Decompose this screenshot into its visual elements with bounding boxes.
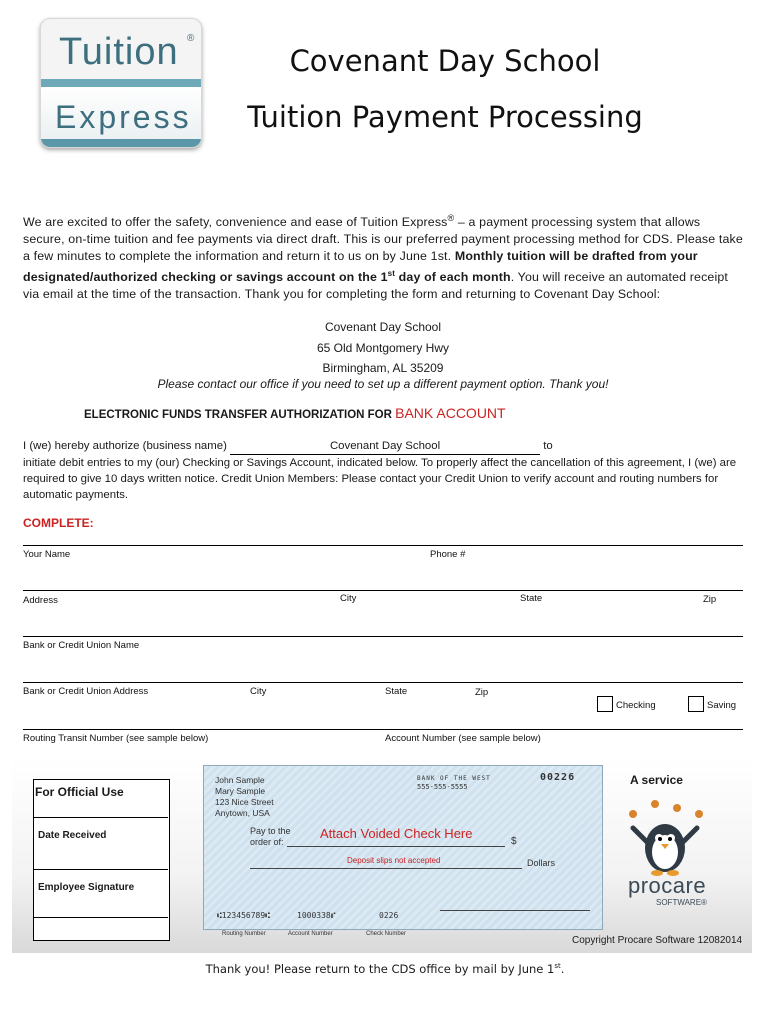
micr-check: 0226 — [379, 911, 399, 920]
intro-paragraph — [23, 210, 743, 303]
a-service-label: A service — [630, 773, 683, 787]
address-field-line[interactable] — [23, 590, 743, 591]
address-line-2: 65 Old Montgomery Hwy — [316, 341, 450, 355]
account-label: Account Number (see sample below) — [385, 733, 541, 744]
official-use-title: For Official Use — [35, 785, 124, 799]
check-city: Anytown, USA — [215, 808, 270, 818]
eft-heading-bank-account: BANK ACCOUNT — [395, 405, 506, 421]
logo-registered-mark: ® — [187, 33, 195, 44]
bank-address-label: Bank or Credit Union Address — [23, 686, 149, 697]
saving-label: Saving — [707, 700, 737, 711]
check-dollar-sign: $ — [511, 836, 517, 847]
eft-heading — [84, 405, 506, 421]
form-line-top — [23, 545, 743, 546]
routing-label: Routing Transit Number (see sample below) — [23, 733, 209, 744]
check-number-caption: Check Number — [366, 931, 407, 937]
bank-address-field-line[interactable] — [23, 682, 743, 683]
check-name-2: Mary Sample — [215, 786, 266, 796]
check-number: 00226 — [540, 772, 576, 783]
school-title: Covenant Day School — [289, 44, 601, 78]
check-name-1: John Sample — [215, 775, 265, 785]
check-pay-to: Pay to the — [250, 826, 291, 836]
auth-to: to — [540, 440, 553, 452]
footer-text — [0, 962, 770, 976]
address-line-1: Covenant Day School — [324, 320, 442, 334]
bank-zip-label: Zip — [475, 687, 489, 698]
address-label: Address — [23, 595, 58, 606]
footer-sup: st — [554, 962, 561, 971]
copyright-text: Copyright Procare Software 12082014 — [572, 935, 743, 946]
page-title: Tuition Payment Processing — [247, 100, 643, 134]
micr-routing: ⑆123456789⑆ — [217, 911, 270, 920]
intro-bold-2: day of each month — [395, 270, 511, 285]
procare-software: SOFTWARE® — [656, 898, 707, 907]
intro-text-1: We are excited to offer the safety, convenience and ease of Tuition Express — [23, 215, 448, 230]
employee-signature-label: Employee Signature — [38, 882, 135, 893]
state-label: State — [520, 593, 543, 604]
business-name-value: Covenant Day School — [329, 440, 441, 452]
intro-text-2: – a payment processing system that allows secure, on-time tuition and fee payments via direct draft. This is our preferred payment processing method for CDS. Please take a few minutes to complete the information and return it to us on by June 1st. — [23, 215, 743, 264]
deposit-slip-note: Deposit slips not accepted — [347, 856, 441, 865]
check-signature-line — [440, 910, 590, 911]
intro-bold-1: Monthly tuition will be drafted from your designated/authorized checking or savings account on the 1 — [23, 249, 698, 285]
tuition-express-logo — [40, 18, 202, 148]
logo-band — [41, 79, 201, 87]
bank-state-label: State — [385, 686, 408, 697]
checking-checkbox[interactable] — [597, 696, 613, 712]
auth-body: initiate debit entries to my (our) Checking or Savings Account, indicated below. To properly affect the cancellation of this agreement, I (we) are required to give 10 days written notice. Credit Union Members: Please contact your Credit Union to verify account and routing numbers for automatic payments. — [23, 457, 737, 501]
bank-city-label: City — [250, 686, 267, 697]
footer-end: . — [560, 962, 565, 976]
logo-base-band — [41, 139, 201, 147]
zip-label: Zip — [703, 594, 717, 605]
logo-text-express: Express — [55, 99, 192, 135]
your-name-label: Your Name — [23, 549, 71, 560]
check-bank-name: BANK OF THE WEST — [417, 775, 491, 782]
check-dollars-label: Dollars — [527, 858, 556, 868]
routing-number-caption: Routing Number — [222, 931, 266, 937]
contact-note: Please contact our office if you need to set up a different payment option. Thank you! — [157, 377, 609, 391]
check-street: 123 Nice Street — [215, 797, 274, 807]
procare-brand: procare — [628, 873, 707, 898]
account-number-caption: Account Number — [288, 931, 333, 937]
check-payee-line — [287, 846, 505, 847]
intro-bold-sup: st — [387, 269, 396, 279]
eft-heading-text: ELECTRONIC FUNDS TRANSFER AUTHORIZATION FOR — [84, 409, 396, 421]
city-label: City — [340, 593, 357, 604]
date-received-label: Date Received — [38, 830, 107, 841]
check-order-of: order of: — [250, 837, 284, 847]
official-divider-3 — [33, 917, 168, 918]
phone-label: Phone # — [430, 549, 466, 560]
footer-main: Thank you! Please return to the CDS office by mail by June 1 — [205, 962, 555, 976]
check-bank-phone: 555-555-5555 — [417, 783, 468, 791]
address-line-3: Birmingham, AL 35209 — [322, 361, 444, 375]
complete-label: COMPLETE: — [23, 516, 94, 530]
saving-checkbox[interactable] — [688, 696, 704, 712]
check-amount-line — [250, 868, 522, 869]
logo-text-tuition: Tuition — [59, 31, 179, 73]
attach-check-text: Attach Voided Check Here — [320, 826, 473, 841]
business-name-field[interactable] — [230, 438, 540, 455]
authorization-paragraph — [23, 438, 748, 503]
registered-mark: ® — [447, 213, 455, 223]
auth-lead: I (we) hereby authorize (business name) — [23, 440, 231, 452]
micr-account: 1000338⑈ — [297, 911, 336, 920]
checking-label: Checking — [616, 700, 656, 711]
bank-name-label: Bank or Credit Union Name — [23, 640, 140, 651]
routing-field-line[interactable] — [23, 729, 743, 730]
official-divider-1 — [33, 817, 168, 818]
bank-name-field-line[interactable] — [23, 636, 743, 637]
intro-text-3: . You will receive an automated receipt via email at the time of the transaction. Thank you for completing the form and returning to Covenant Day School: — [23, 270, 729, 302]
official-divider-2 — [33, 869, 168, 870]
